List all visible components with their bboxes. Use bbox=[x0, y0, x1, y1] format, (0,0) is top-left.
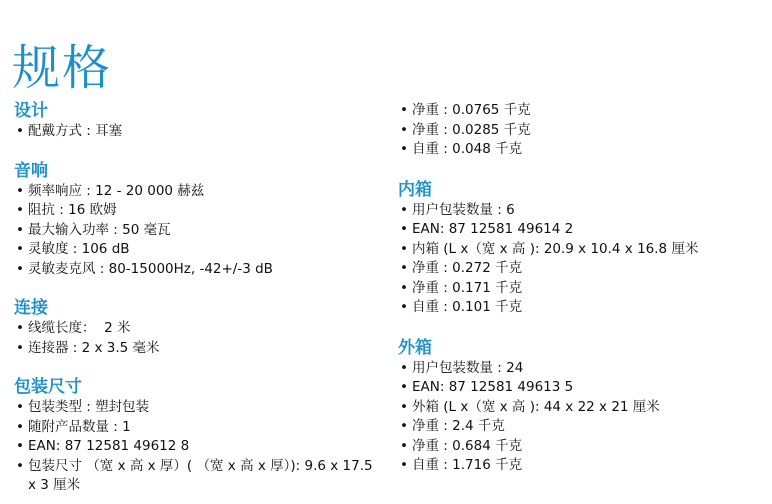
list-item: • 随附产品数量 : 1 bbox=[14, 418, 384, 438]
list-item: • 包装类型 : 塑封包装 bbox=[14, 398, 384, 418]
packaging-list bbox=[14, 398, 384, 496]
list-item: • 用户包装数量 : 24 bbox=[398, 359, 768, 379]
section-connect bbox=[14, 297, 384, 358]
list-item: • EAN: 87 12581 49614 2 bbox=[398, 220, 768, 240]
page-title: 规格 bbox=[12, 40, 113, 97]
right-column bbox=[398, 101, 768, 476]
section-title-design: 设计 bbox=[14, 101, 48, 121]
section-sound bbox=[14, 160, 384, 280]
section-design bbox=[14, 100, 384, 142]
list-item: • 净重 : 0.0285 千克 bbox=[398, 121, 768, 141]
list-item: • 用户包装数量 : 6 bbox=[398, 201, 768, 221]
section-title-packaging: 包装尺寸 bbox=[14, 377, 82, 397]
section-title-inner-carton: 内箱 bbox=[398, 179, 432, 200]
list-item: • 净重 : 0.171 千克 bbox=[398, 279, 768, 299]
design-list bbox=[14, 122, 384, 142]
section-inner-carton bbox=[398, 179, 768, 318]
list-item: • 净重 : 0.684 千克 bbox=[398, 437, 768, 457]
list-item: • 自重 : 0.048 千克 bbox=[398, 140, 768, 160]
inner-carton-list bbox=[398, 201, 768, 318]
list-item: • 外箱 (L x（宽 x 高 ): 44 x 22 x 21 厘米 bbox=[398, 398, 768, 418]
section-packaging bbox=[14, 376, 384, 496]
section-title-connect: 连接 bbox=[14, 298, 48, 318]
list-item: • EAN: 87 12581 49613 5 bbox=[398, 378, 768, 398]
list-item: • 线缆长度： 2 米 bbox=[14, 319, 384, 339]
list-item: • 配戴方式 : 耳塞 bbox=[14, 122, 384, 142]
list-item: • 最大输入功率 : 50 毫瓦 bbox=[14, 221, 384, 241]
weights-list bbox=[398, 101, 768, 160]
section-outer-carton bbox=[398, 337, 768, 476]
list-item: • 连接器 : 2 x 3.5 毫米 bbox=[14, 339, 384, 359]
connect-list bbox=[14, 319, 384, 358]
list-item: • 净重 : 0.272 千克 bbox=[398, 259, 768, 279]
left-column bbox=[14, 100, 384, 496]
list-item: • 自重 : 1.716 千克 bbox=[398, 456, 768, 476]
outer-carton-list bbox=[398, 359, 768, 476]
list-item: • 净重 : 2.4 千克 bbox=[398, 417, 768, 437]
list-item: • 灵敏度 : 106 dB bbox=[14, 240, 384, 260]
list-item: • 阻抗 : 16 欧姆 bbox=[14, 201, 384, 221]
list-item: • 频率响应 : 12 - 20 000 赫兹 bbox=[14, 182, 384, 202]
section-weights bbox=[398, 101, 768, 160]
list-item: • 净重 : 0.0765 千克 bbox=[398, 101, 768, 121]
list-item: • 灵敏麦克风 : 80-15000Hz, -42+/-3 dB bbox=[14, 260, 384, 280]
list-item: • EAN: 87 12581 49612 8 bbox=[14, 437, 384, 457]
list-item: • 内箱 (L x（宽 x 高 ): 20.9 x 10.4 x 16.8 厘米 bbox=[398, 240, 768, 260]
sound-list bbox=[14, 182, 384, 280]
section-title-outer-carton: 外箱 bbox=[398, 337, 432, 358]
list-item: • 自重 : 0.101 千克 bbox=[398, 298, 768, 318]
section-title-sound: 音响 bbox=[14, 160, 48, 181]
list-item: • 包装尺寸 （宽 x 高 x 厚）( （宽 x 高 x 厚）): 9.6 x 17.5 x 3 厘米 bbox=[14, 457, 378, 496]
